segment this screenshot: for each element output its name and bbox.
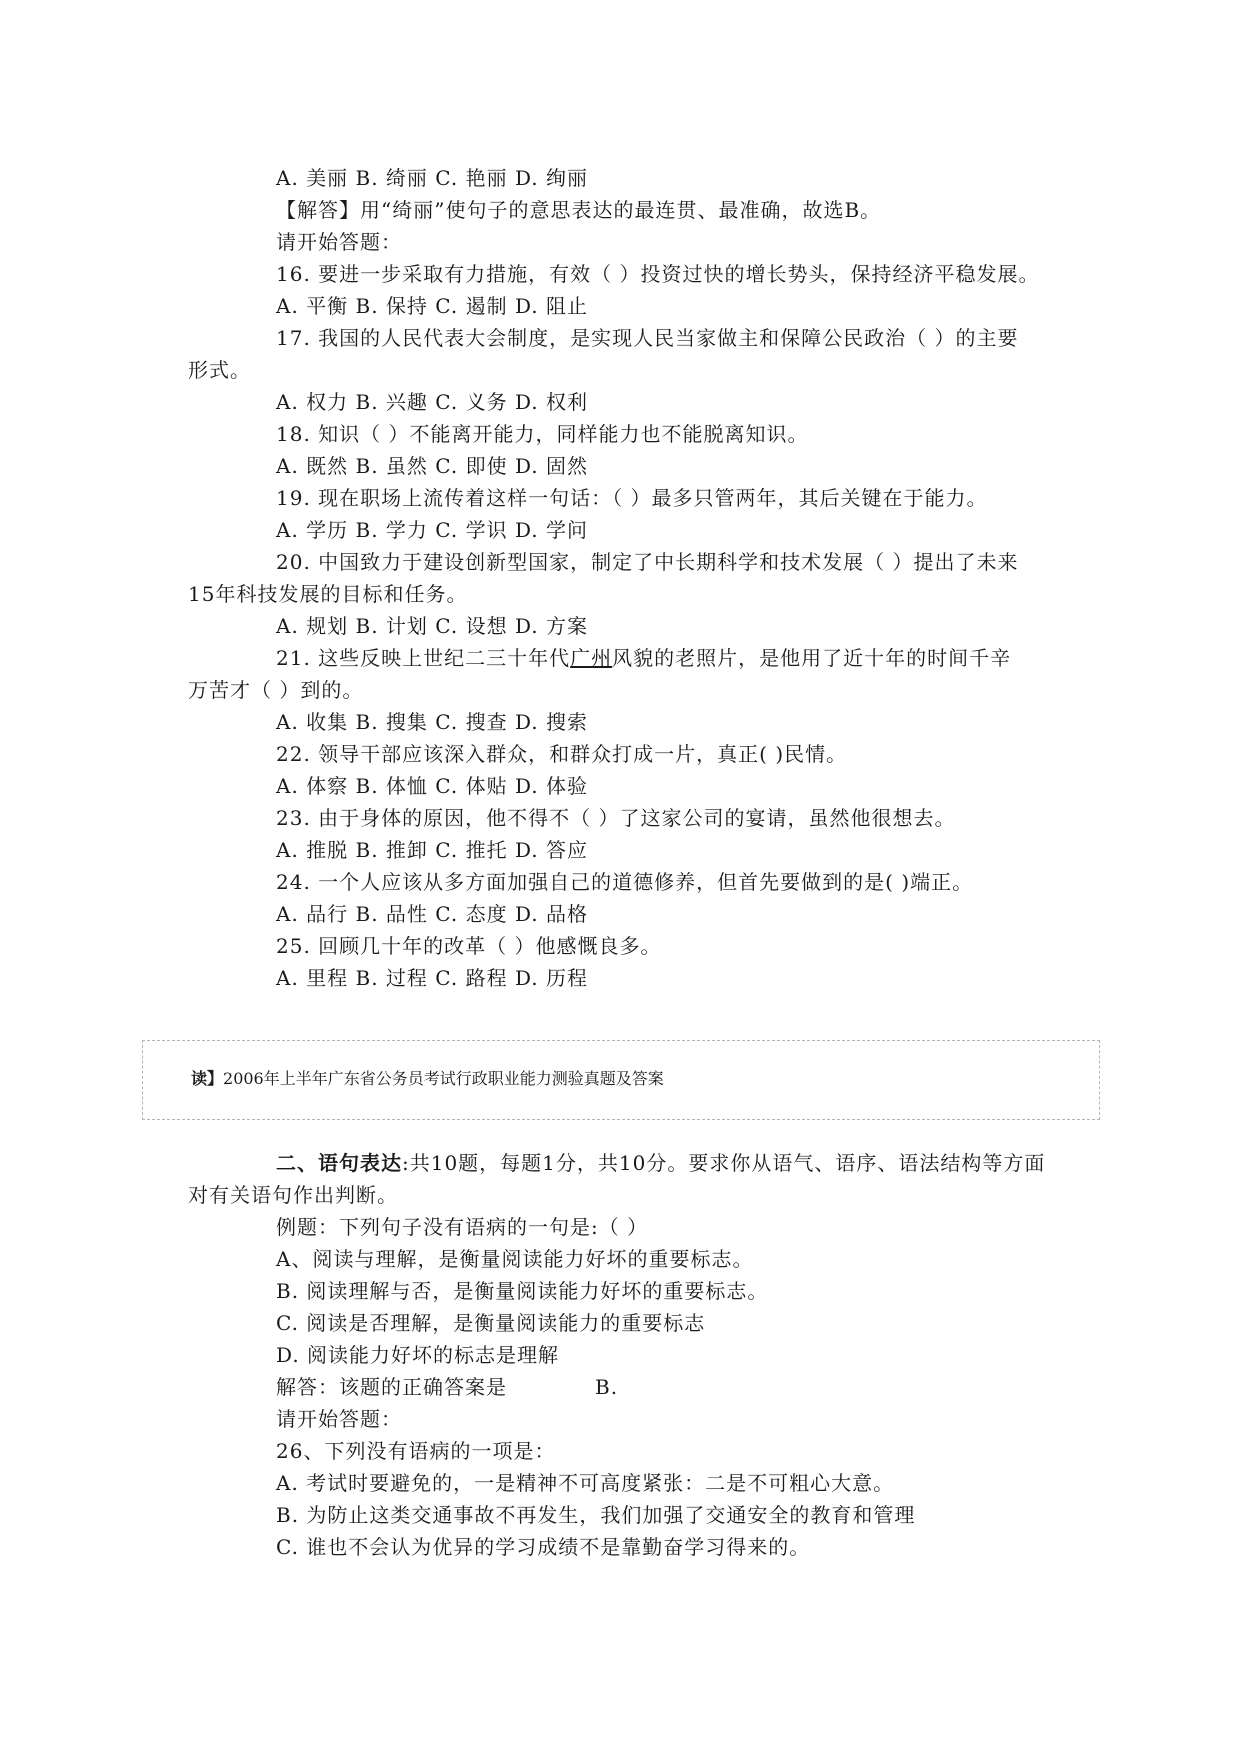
question-22: 22. 领导干部应该深入群众，和群众打成一片，真正( )民情。 <box>276 742 848 766</box>
related-reading-title: 2006年上半年广东省公务员考试行政职业能力测验真题及答案 <box>223 1069 664 1088</box>
option-line: A. 推脱 B. 推卸 C. 推托 D. 答应 <box>276 838 588 862</box>
option-line: C. 谁也不会认为优异的学习成绩不是靠勤奋学习得来的。 <box>276 1535 811 1559</box>
instruction-line: 请开始答题： <box>276 1407 402 1431</box>
option-line: A. 品行 B. 品性 C. 态度 D. 品格 <box>276 902 588 926</box>
example-option: C. 阅读是否理解，是衡量阅读能力的重要标志 <box>276 1311 706 1335</box>
option-line: A. 权力 B. 兴趣 C. 义务 D. 权利 <box>276 390 588 414</box>
question-18: 18. 知识（ ）不能离开能力，同样能力也不能脱离知识。 <box>276 422 809 446</box>
question-24: 24. 一个人应该从多方面加强自己的道德修养，但首先要做到的是( )端正。 <box>276 870 974 894</box>
option-line: A. 考试时要避免的，一是精神不可高度紧张：二是不可粗心大意。 <box>276 1471 895 1495</box>
related-reading-box <box>142 1040 1100 1120</box>
option-line: A. 规划 B. 计划 C. 设想 D. 方案 <box>276 614 588 638</box>
instruction-line: 请开始答题： <box>276 230 402 254</box>
question-21-underlined: 广州 <box>570 646 613 670</box>
question-16: 16. 要进一步采取有力措施，有效（ ）投资过快的增长势头，保持经济平稳发展。 <box>276 262 1040 286</box>
example-answer-value: B. <box>595 1375 619 1399</box>
section-2-description: :共10题，每题1分，共10分。要求你从语气、语序、语法结构等方面 <box>402 1151 1046 1175</box>
question-25: 25. 回顾几十年的改革（ ）他感慨良多。 <box>276 934 662 958</box>
question-26: 26、下列没有语病的一项是： <box>276 1439 556 1463</box>
section-2-intro-cont: 对有关语句作出判断。 <box>188 1183 398 1207</box>
option-line: A. 学历 B. 学力 C. 学识 D. 学问 <box>276 518 588 542</box>
question-20-cont: 15年科技发展的目标和任务。 <box>188 582 468 606</box>
example-answer-label: 解答：该题的正确答案是 <box>276 1375 507 1399</box>
question-17: 17. 我国的人民代表大会制度，是实现人民当家做主和保障公民政治（ ）的主要 <box>276 326 1019 350</box>
option-line: A. 收集 B. 搜集 C. 搜查 D. 搜索 <box>276 710 588 734</box>
section-2-heading: 二、语句表达 <box>276 1151 402 1175</box>
example-option: D. 阅读能力好坏的标志是理解 <box>276 1343 560 1367</box>
option-line: A. 平衡 B. 保持 C. 遏制 D. 阻止 <box>276 294 588 318</box>
option-line: A. 体察 B. 体恤 C. 体贴 D. 体验 <box>276 774 588 798</box>
example-option: A、阅读与理解，是衡量阅读能力好坏的重要标志。 <box>276 1247 754 1271</box>
section-2-intro <box>276 1148 1045 1178</box>
option-line: B. 为防止这类交通事故不再发生，我们加强了交通安全的教育和管理 <box>276 1503 916 1527</box>
example-question: 例题：下列句子没有语病的一句是:（ ） <box>276 1215 649 1239</box>
example-option: B. 阅读理解与否，是衡量阅读能力好坏的重要标志。 <box>276 1279 769 1303</box>
question-21-cont: 万苦才（ ）到的。 <box>188 678 364 702</box>
question-19: 19. 现在职场上流传着这样一句话：（ ）最多只管两年，其后关键在于能力。 <box>276 486 988 510</box>
answer-explanation: 【解答】用“绮丽”使句子的意思表达的最连贯、最准确，故选B。 <box>276 198 882 222</box>
related-reading-prefix: 读】 <box>191 1069 224 1088</box>
option-line: A. 里程 B. 过程 C. 路程 D. 历程 <box>276 966 588 990</box>
related-reading-link[interactable] <box>191 1067 664 1091</box>
question-21-after: 风貌的老照片，是他用了近十年的时间千辛 <box>612 646 1012 670</box>
question-21 <box>276 643 1011 673</box>
option-line: A. 既然 B. 虽然 C. 即使 D. 固然 <box>276 454 588 478</box>
question-17-cont: 形式。 <box>188 358 251 382</box>
question-23: 23. 由于身体的原因，他不得不（ ）了这家公司的宴请，虽然他很想去。 <box>276 806 956 830</box>
question-21-before: 21. 这些反映上世纪二三十年代 <box>276 646 571 670</box>
question-20: 20. 中国致力于建设创新型国家，制定了中长期科学和技术发展（ ）提出了未来 <box>276 550 1019 574</box>
option-line: A. 美丽 B. 绮丽 C. 艳丽 D. 绚丽 <box>276 166 588 190</box>
example-answer <box>276 1372 618 1402</box>
